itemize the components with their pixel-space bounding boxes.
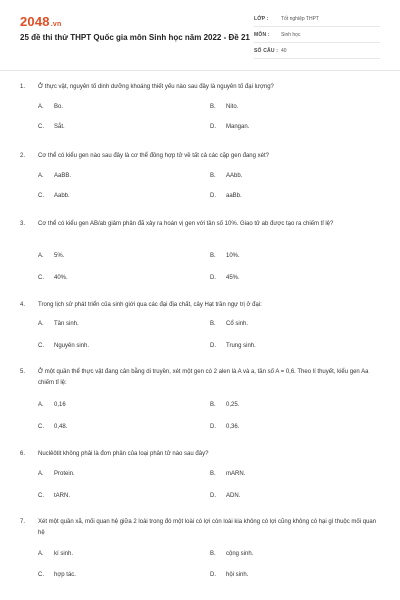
option-key: A. [38, 253, 44, 259]
document-header [0, 0, 400, 62]
option-a[interactable] [38, 173, 71, 179]
option-text: ADN. [226, 493, 241, 499]
option-text: Cổ sinh. [226, 321, 249, 327]
option-d[interactable] [210, 193, 242, 199]
meta-row-class [254, 12, 380, 27]
meta-row-subject [254, 28, 380, 43]
option-b[interactable] [210, 253, 240, 259]
option-text: 0,48. [54, 424, 68, 430]
question-number: 6. [20, 451, 26, 457]
option-key: C. [38, 493, 44, 499]
option-key: A. [38, 551, 44, 557]
question-3 [20, 219, 382, 284]
meta-value: Tốt nghiệp THPT [281, 16, 319, 22]
question-text: Ở một quần thể thực vật đang cân bằng di truyền, xét một gen có 2 alen là A và a, tần số A = 0,6. Theo lí thuyết, kiểu gen Aa chiếm tỉ lệ: [38, 369, 369, 386]
option-text: AAbb. [226, 173, 243, 179]
meta-key: SỐ CÂU : [254, 48, 279, 54]
option-key: D. [210, 124, 216, 130]
option-text: 45%. [226, 275, 240, 281]
option-d[interactable] [210, 343, 256, 349]
document-meta [254, 12, 380, 60]
logo-suffix: .vn [50, 21, 62, 28]
question-number: 1. [20, 84, 26, 90]
option-b[interactable] [210, 173, 242, 179]
option-d[interactable] [210, 424, 239, 430]
option-text: mARN. [226, 471, 246, 477]
header-divider [0, 70, 400, 71]
option-c[interactable] [38, 275, 68, 281]
question-number: 5. [20, 369, 26, 375]
question-head [20, 517, 382, 539]
option-key: B. [210, 253, 216, 259]
option-key: C. [38, 343, 44, 349]
question-head [20, 219, 382, 230]
option-key: C. [38, 124, 44, 130]
question-7 [20, 517, 382, 587]
option-a[interactable] [38, 321, 79, 327]
option-a[interactable] [38, 402, 66, 408]
option-key: A. [38, 321, 44, 327]
option-text: Nito. [226, 104, 239, 110]
document-title: 25 đề thi thử THPT Quốc gia môn Sinh học năm 2022 - Đề 21 [20, 33, 250, 42]
option-key: C. [38, 193, 44, 199]
question-text: Trong lịch sử phát triển của sinh giới qua các đại địa chất, cây Hạt trần ngự trị ở đại: [38, 302, 262, 308]
option-text: kí sinh. [54, 551, 74, 557]
option-key: B. [210, 402, 216, 408]
option-text: hợp tác. [54, 572, 76, 578]
question-head [20, 449, 382, 460]
option-text: Tân sinh. [54, 321, 79, 327]
option-key: C. [38, 424, 44, 430]
meta-row-count [254, 44, 380, 59]
meta-value: Sinh học [281, 32, 301, 38]
option-key: D. [210, 193, 216, 199]
option-text: Protein. [54, 471, 75, 477]
question-text: Nuclêôtit không phải là đơn phân của loại phân tử nào sau đây? [38, 451, 209, 457]
meta-key: MÔN : [254, 32, 270, 38]
option-text: Nguyên sinh. [54, 343, 90, 349]
option-text: hội sinh. [226, 572, 249, 578]
option-d[interactable] [210, 493, 240, 499]
option-d[interactable] [210, 572, 248, 578]
option-text: 40%. [54, 275, 68, 281]
question-4 [20, 300, 382, 350]
option-a[interactable] [38, 471, 75, 477]
option-key: D. [210, 493, 216, 499]
option-b[interactable] [210, 104, 238, 110]
question-text: Cơ thể có kiểu gen nào sau đây là cơ thể đồng hợp tử về tất cả các cặp gen đang xét? [38, 153, 269, 159]
option-key: D. [210, 572, 216, 578]
option-key: C. [38, 275, 44, 281]
option-d[interactable] [210, 124, 249, 130]
option-b[interactable] [210, 321, 248, 327]
option-text: Trung sinh. [226, 343, 256, 349]
option-text: 0,36. [226, 424, 240, 430]
question-text: Cơ thể có kiểu gen AB/ab giảm phân đã xảy ra hoán vị gen với tần số 10%. Giao tử ab được tạo ra chiếm tỉ lệ? [38, 221, 334, 227]
question-number: 4. [20, 302, 26, 308]
option-a[interactable] [38, 104, 63, 110]
option-key: C. [38, 572, 44, 578]
option-key: B. [210, 173, 216, 179]
option-text: cộng sinh. [226, 551, 254, 557]
site-logo[interactable] [20, 14, 61, 29]
option-c[interactable] [38, 493, 70, 499]
question-text: Ở thực vật, nguyên tố dinh dưỡng khoáng thiết yếu nào sau đây là nguyên tố đại lượng? [38, 84, 274, 90]
option-b[interactable] [210, 471, 245, 477]
question-number: 3. [20, 221, 26, 227]
question-head [20, 367, 382, 389]
option-a[interactable] [38, 253, 64, 259]
option-key: D. [210, 275, 216, 281]
option-text: Bo. [54, 104, 64, 110]
option-key: B. [210, 471, 216, 477]
option-text: 0,16 [54, 402, 66, 408]
option-key: A. [38, 471, 44, 477]
question-1 [20, 82, 382, 132]
option-key: B. [210, 321, 216, 327]
option-c[interactable] [38, 193, 70, 199]
option-text: aaBb. [226, 193, 242, 199]
logo-text: 2048 [20, 14, 50, 29]
option-text: Aabb. [54, 193, 70, 199]
option-key: A. [38, 104, 44, 110]
option-d[interactable] [210, 275, 240, 281]
question-6 [20, 449, 382, 504]
option-text: AaBB. [54, 173, 72, 179]
option-key: B. [210, 104, 216, 110]
option-text: 10%. [226, 253, 240, 259]
option-a[interactable] [38, 551, 73, 557]
option-c[interactable] [38, 424, 67, 430]
meta-value: 40 [281, 48, 287, 54]
option-text: Sắt. [54, 124, 65, 130]
question-head [20, 82, 382, 93]
option-text: Mangan. [226, 124, 250, 130]
meta-key: LỚP : [254, 16, 269, 22]
option-key: D. [210, 424, 216, 430]
option-text: 0,25. [226, 402, 240, 408]
option-text: 5%. [54, 253, 65, 259]
question-number: 7. [20, 519, 26, 525]
option-b[interactable] [210, 402, 239, 408]
option-key: A. [38, 173, 44, 179]
question-2 [20, 151, 382, 201]
question-text: Xét một quần xã, mối quan hệ giữa 2 loài trong đó một loài có lợi còn loài kia không có lợi cũng không có hại gì thuộc mối quan hệ [38, 519, 377, 536]
option-c[interactable] [38, 124, 65, 130]
option-key: B. [210, 551, 216, 557]
option-b[interactable] [210, 551, 253, 557]
option-key: A. [38, 402, 44, 408]
option-text: tARN. [54, 493, 71, 499]
option-key: D. [210, 343, 216, 349]
question-5 [20, 367, 382, 432]
option-c[interactable] [38, 343, 89, 349]
question-head [20, 300, 382, 311]
option-c[interactable] [38, 572, 76, 578]
question-number: 2. [20, 153, 26, 159]
question-head [20, 151, 382, 162]
